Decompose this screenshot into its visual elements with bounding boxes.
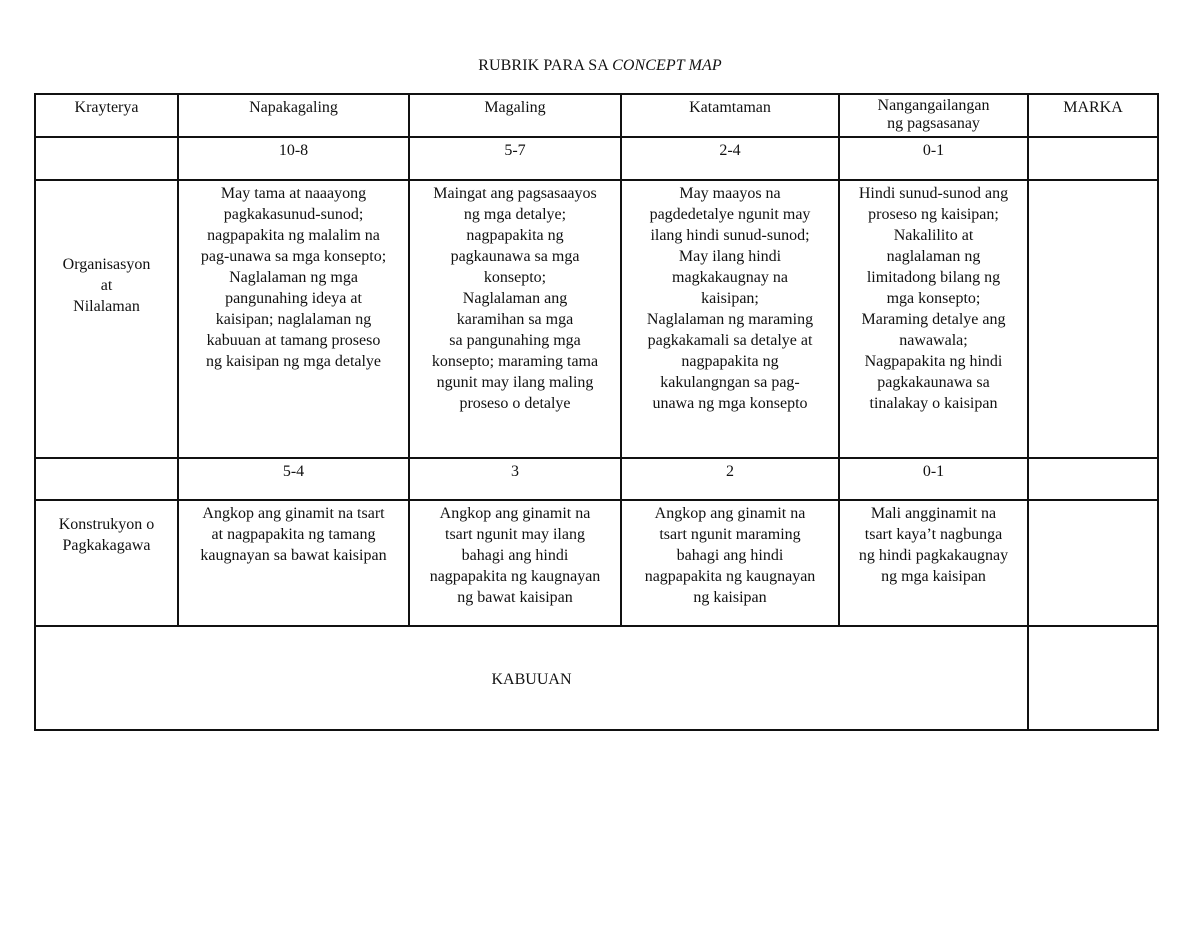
- total-score-cell: [1029, 627, 1157, 729]
- description-cell: Mali angginamit na tsart kaya’t nagbunga ng hindi pagkakaugnay ng mga kaisipan: [858, 505, 1009, 585]
- points-cell: 3: [511, 463, 519, 480]
- points-cell: 5-7: [504, 142, 526, 159]
- rubric-table: [34, 93, 1159, 731]
- points-cell: 0-1: [922, 142, 945, 159]
- header-level-3: Katamtaman: [689, 99, 771, 116]
- points-cell: 10-8: [278, 142, 309, 159]
- points-cell: 2-4: [719, 142, 741, 159]
- description-cell: Angkop ang ginamit na tsart at nagpapakita ng tamang kaugnayan sa bawat kaisipan: [200, 505, 387, 564]
- description-cell: May maayos na pagdedetalye ngunit may ilang hindi sunud-sunod; May ilang hindi magkakaugnay na kaisipan; Naglalaman ng maraming pagkakamali sa detalye at nagpapakita ng kakulangngan sa pag- unawa ng mga konsepto: [646, 185, 814, 412]
- header-level-1: Napakagaling: [249, 99, 338, 116]
- points-cell: 2: [726, 463, 734, 480]
- criterion-label: Organisasyon at Nilalaman: [62, 256, 151, 315]
- title-text: RUBRIK PARA SA: [478, 57, 613, 74]
- document-title: [0, 57, 1200, 75]
- description-cell: May tama at naaayong pagkakasunud-sunod; nagpapakita ng malalim na pag-unawa sa mga konsepto; Naglalaman ng mga pangunahing ideya at kaisipan; naglalaman ng kabuuan at tamang proseso ng kaisipan ng mga detalye: [200, 185, 387, 370]
- header-level-2: Magaling: [484, 99, 546, 116]
- description-cell: Angkop ang ginamit na tsart ngunit maraming bahagi ang hindi nagpapakita ng kaugnayan ng kaisipan: [644, 505, 816, 606]
- description-cell: Angkop ang ginamit na tsart ngunit may ilang bahagi ang hindi nagpapakita ng kaugnayan ng bawat kaisipan: [429, 505, 601, 606]
- description-cell: Hindi sunud-sunod ang proseso ng kaisipan; Nakalilito at naglalaman ng limitadong bilang ng mga konsepto; Maraming detalye ang nawawala; Nagpapakita ng hindi pagkakaunawa sa tinalakay o kaisipan: [858, 185, 1009, 412]
- title-italic: CONCEPT MAP: [612, 57, 722, 74]
- criterion-label: Konstrukyon o Pagkakagawa: [58, 516, 155, 554]
- points-cell: 0-1: [922, 463, 945, 480]
- points-cell: 5-4: [282, 463, 305, 480]
- header-level-4: Nangangailangan ng pagsasanay: [877, 97, 990, 132]
- total-label: KABUUAN: [491, 670, 572, 688]
- header-criteria: Krayterya: [74, 99, 139, 116]
- header-score: MARKA: [1063, 99, 1123, 116]
- description-cell: Maingat ang pagsasaayos ng mga detalye; nagpapakita ng pagkaunawa sa mga konsepto; Naglalaman ang karamihan sa mga sa pangunahing mga konsepto; maraming tama ngunit may ilang maling proseso o detalye: [431, 185, 599, 412]
